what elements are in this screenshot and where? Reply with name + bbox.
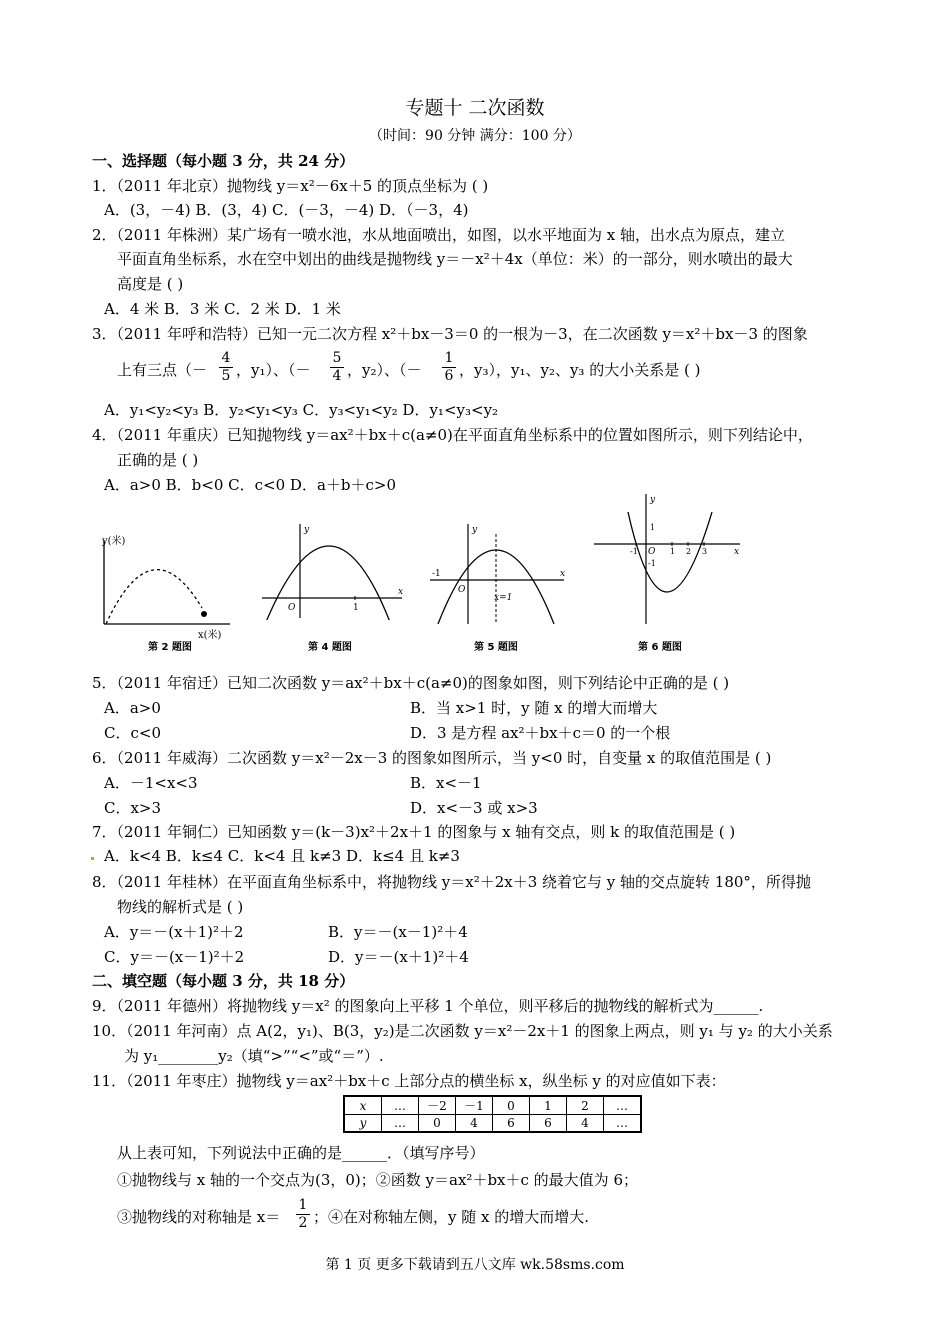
f2-ylabel: y(米) — [102, 536, 126, 547]
fraction-numerator: 4 — [219, 350, 233, 368]
table-cell: y — [344, 1115, 382, 1133]
f6-label: 2 — [686, 547, 692, 556]
q1-options: A．(3，－4) B．(3，4) C．(－3，－4) D．（－3，4) — [104, 201, 469, 219]
table-cell: －2 — [419, 1096, 456, 1115]
f4-origin-label: O — [288, 603, 296, 613]
table-cell: 4 — [456, 1115, 493, 1133]
q5-option-b: B．当 x>1 时，y 随 x 的增大而增大 — [410, 699, 658, 717]
q5-option-d: D．3 是方程 ax²＋bx＋c＝0 的一个根 — [410, 724, 671, 742]
table-cell: －1 — [456, 1096, 493, 1115]
f4-one-label: 1 — [353, 603, 359, 613]
figure-q5 — [428, 520, 573, 625]
q4-line2: 正确的是 ( ) — [117, 451, 199, 469]
figure-q4-caption: 第 4 题图 — [308, 642, 352, 653]
table-row-y — [344, 1115, 641, 1133]
q4-options: A．a>0 B．b<0 C．c<0 D．a＋b＋c>0 — [104, 476, 397, 494]
q3-line2-b: ，y₁）、（－ — [236, 361, 311, 379]
q10-line1: 10．（2011 年河南）点 A(2，y₁)、B(3，y₂)是二次函数 y＝x²－2x＋1 的图象上两点，则 y₁ 与 y₂ 的大小关系 — [92, 1022, 833, 1040]
q2-line3: 高度是 ( ) — [117, 275, 184, 293]
f5-minus-one-label: -1 — [432, 569, 441, 579]
table-cell: … — [604, 1096, 642, 1115]
q10-line2: 为 y₁________y₂（填“>”“<”或“＝”）. — [124, 1047, 384, 1065]
q9-text: 9．（2011 年德州）将抛物线 y＝x² 的图象向上平移 1 个单位，则平移后的抛物线的解析式为______. — [92, 997, 764, 1015]
page-subtitle: （时间：90 分钟 满分：100 分） — [369, 128, 581, 144]
q8-line2: 物线的解析式是 ( ) — [117, 898, 244, 916]
f5-origin-label: O — [458, 585, 466, 595]
table-cell: … — [604, 1115, 642, 1133]
f6-label: -1 — [630, 547, 638, 556]
q11-line2: 从上表可知，下列说法中正确的是______．（填写序号） — [117, 1144, 485, 1162]
q3-line1: 3．（2011 年呼和浩特）已知一元二次方程 x²＋bx－3＝0 的一根为－3，在二次函数 y＝x²＋bx－3 的图象 — [92, 325, 808, 343]
fraction-denominator: 5 — [221, 368, 231, 384]
f6-label: -1 — [648, 559, 656, 568]
fraction-numerator: 1 — [442, 350, 456, 368]
fraction-5-4 — [330, 350, 344, 385]
table-cell: 0 — [419, 1115, 456, 1133]
figure-q6-caption: 第 6 题图 — [638, 642, 682, 653]
fraction-denominator: 2 — [298, 1215, 308, 1231]
q5-line1: 5．（2011 年宿迁）已知二次函数 y＝ax²＋bx＋c(a≠0)的图象如图，则下列结论中正确的是 ( ) — [92, 674, 730, 692]
page-title: 专题十 二次函数 — [405, 97, 545, 119]
f6-x-label: x — [734, 547, 740, 557]
q6-option-b: B．x<－1 — [410, 774, 482, 792]
q4-line1: 4．（2011 年重庆）已知抛物线 y＝ax²＋bx＋c(a≠0)在平面直角坐标系中的位置如图所示，则下列结论中， — [92, 426, 813, 444]
fraction-numerator: 5 — [330, 350, 344, 368]
f2-parabola — [106, 570, 202, 624]
fraction-denominator: 6 — [444, 368, 454, 384]
q6-option-d: D．x<－3 或 x>3 — [410, 799, 538, 817]
q5-option-c: C．c<0 — [104, 724, 161, 742]
figure-q2-caption: 第 2 题图 — [148, 642, 192, 653]
table-cell: 6 — [530, 1115, 567, 1133]
fraction-numerator: 1 — [296, 1197, 310, 1215]
q1-text: 1．（2011 年北京）抛物线 y＝x²－6x＋5 的顶点坐标为 ( ) — [92, 177, 489, 195]
f2-water-point — [201, 611, 207, 617]
q7-line1: 7．（2011 年铜仁）已知函数 y＝(k－3)x²＋2x＋1 的图象与 x 轴有交点，则 k 的取值范围是 ( ) — [92, 823, 736, 841]
q3-options: A．y₁<y₂<y₃ B．y₂<y₁<y₃ C．y₃<y₁<y₂ D．y₁<y₃<y₂ — [104, 401, 499, 419]
table-cell: … — [382, 1096, 419, 1115]
q6-line1: 6．（2011 年威海）二次函数 y＝x²－2x－3 的图象如图所示，当 y<0 时，自变量 x 的取值范围是 ( ) — [92, 749, 772, 767]
q6-option-c: C．x>3 — [104, 799, 162, 817]
q6-option-a: A．－1<x<3 — [104, 774, 198, 792]
q8-option-d: D．y＝－(x＋1)²＋4 — [328, 948, 469, 966]
table-cell: 1 — [530, 1096, 567, 1115]
q8-option-c: C．y＝－(x－1)²＋2 — [104, 948, 245, 966]
q11-line3: ①抛物线与 x 轴的一个交点为(3，0)；②函数 y＝ax²＋bx＋c 的最大值为 6； — [117, 1171, 638, 1189]
section-fill-title: 二、填空题（每小题 3 分，共 18 分） — [92, 972, 355, 990]
figure-q4 — [260, 520, 410, 620]
q11-line4-a: ③抛物线的对称轴是 x＝ — [117, 1208, 281, 1226]
q8-option-b: B．y＝－(x－1)²＋4 — [328, 923, 468, 941]
figure-q5-caption: 第 5 题图 — [474, 642, 518, 653]
q8-line1: 8．（2011 年桂林）在平面直角坐标系中，将抛物线 y＝x²＋2x＋3 绕着它与 y 轴的交点旋转 180°，所得抛 — [92, 873, 811, 891]
q2-line2: 平面直角坐标系，水在空中划出的曲线是抛物线 y＝－x²＋4x（单位：米）的一部分，则水喷出的最大 — [117, 250, 793, 268]
page-footer: 第 1 页 更多下载请到五八文库 wk.58sms.com — [325, 1257, 625, 1273]
q3-line2-a: 上有三点（－ — [117, 361, 208, 379]
f6-origin-label: O — [648, 547, 656, 557]
q3-line2-c: ，y₂）、（－ — [347, 361, 422, 379]
fraction-4-5 — [219, 350, 233, 385]
figure-q6 — [590, 490, 750, 625]
f5-y-label: y — [472, 525, 478, 535]
fraction-1-6 — [442, 350, 456, 385]
q3-line2-d: ，y₃），y₁、y₂、y₃ 的大小关系是 ( ) — [459, 361, 701, 379]
scan-artifact-dot — [91, 857, 94, 860]
f4-parabola — [266, 546, 390, 620]
f4-x-label: x — [398, 587, 404, 597]
table-cell: 6 — [493, 1115, 530, 1133]
table-cell: 0 — [493, 1096, 530, 1115]
f5-x-label: x — [560, 569, 566, 579]
q8-option-a: A．y＝－(x＋1)²＋2 — [104, 923, 244, 941]
q5-option-a: A．a>0 — [104, 699, 161, 717]
f6-y-label: y — [650, 495, 656, 505]
f5-axis-label: x=1 — [494, 593, 513, 603]
f6-label: 3 — [702, 547, 708, 556]
table-row-x — [344, 1096, 641, 1115]
q2-options: A．4 米 B．3 米 C．2 米 D．1 米 — [104, 300, 341, 318]
f4-y-label: y — [304, 525, 310, 535]
table-cell: 2 — [567, 1096, 604, 1115]
table-cell: x — [344, 1096, 382, 1115]
table-cell: 4 — [567, 1115, 604, 1133]
f2-xlabel: x(米) — [198, 630, 222, 640]
fraction-denominator: 4 — [332, 368, 342, 384]
table-cell: … — [382, 1115, 419, 1133]
value-table — [343, 1095, 642, 1133]
fraction-1-2 — [296, 1197, 310, 1232]
f6-label: 1 — [650, 523, 656, 532]
q11-line1: 11．（2011 年枣庄）抛物线 y＝ax²＋bx＋c 上部分点的横坐标 x，纵坐标 y 的对应值如下表： — [92, 1072, 726, 1090]
q7-options: A．k<4 B．k≤4 C．k<4 且 k≠3 D．k≤4 且 k≠3 — [104, 847, 460, 865]
q11-line4-b: ；④在对称轴左侧，y 随 x 的增大而增大. — [313, 1208, 590, 1226]
f6-label: 1 — [670, 547, 676, 556]
section-choice-title: 一、选择题（每小题 3 分，共 24 分） — [92, 152, 355, 170]
figure-q2 — [90, 530, 240, 640]
q2-line1: 2．（2011 年株洲）某广场有一喷水池，水从地面喷出，如图，以水平地面为 x 轴，出水点为原点，建立 — [92, 226, 785, 244]
